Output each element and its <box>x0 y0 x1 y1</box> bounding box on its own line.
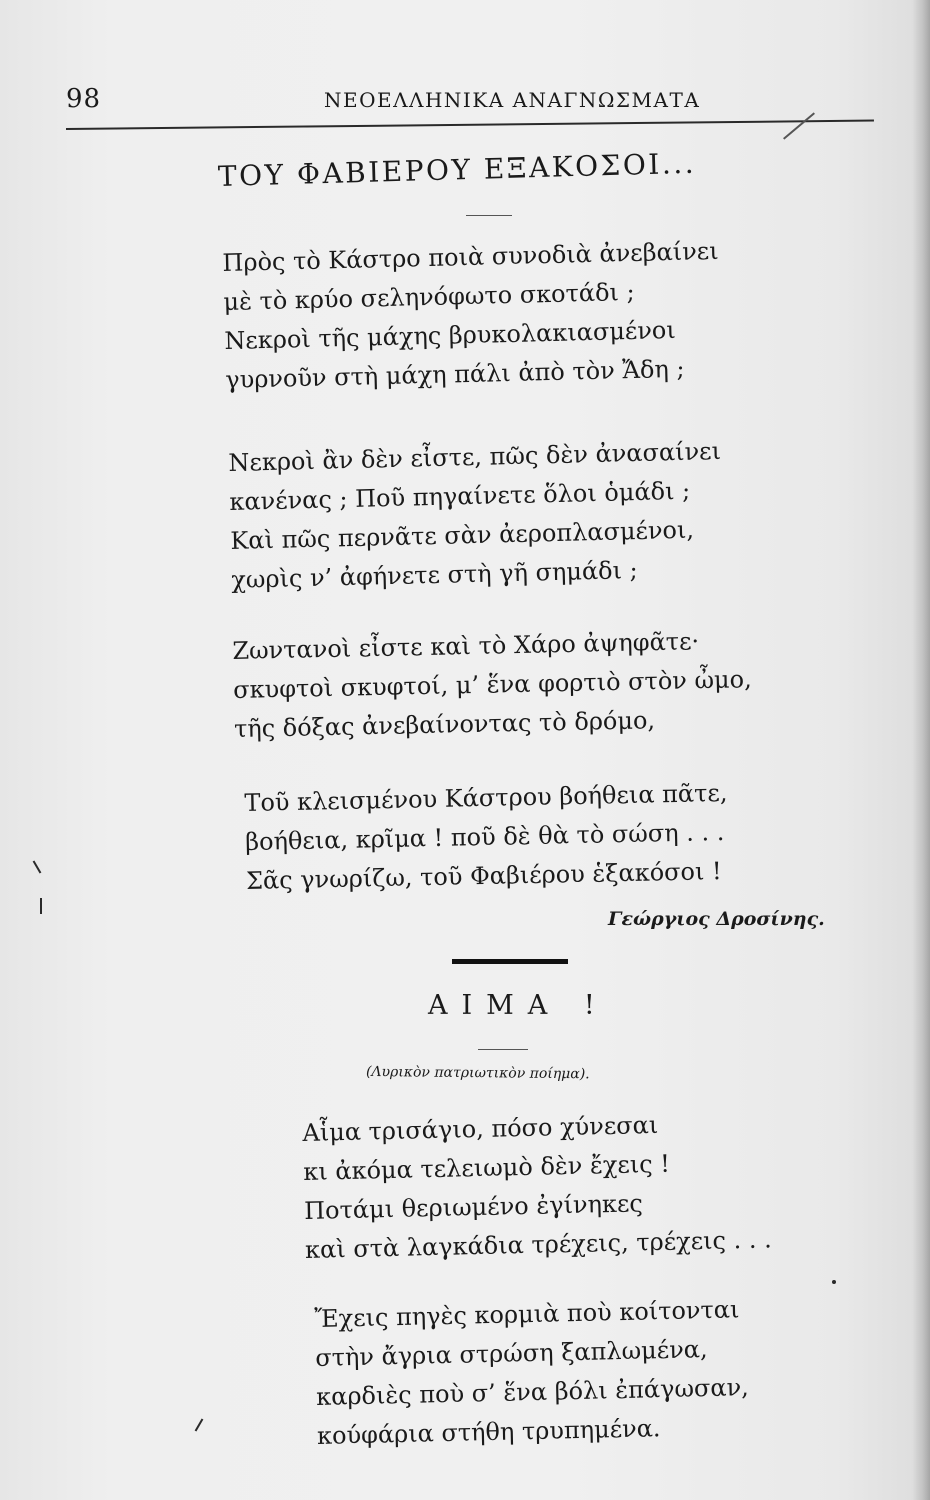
scan-mark <box>195 1418 204 1431</box>
page-header <box>66 82 876 122</box>
scan-mark <box>40 898 42 914</box>
verse-line: κούφάρια στήθη τρυπημένα. <box>316 1414 661 1450</box>
verse-line: Καὶ πῶς περνᾶτε σὰν ἀεροπλασμένοι, <box>230 515 695 555</box>
scan-mark <box>832 1280 836 1284</box>
verse-line: τῆς δόξας ἀνεβαίνοντας τὸ δρόμο, <box>233 706 656 743</box>
verse-line: Ἔχεις πηγὲς κορμιὰ ποὺ κοίτονται <box>314 1295 740 1333</box>
poem-title: ΤΟΥ ΦΑΒΙΕΡΟΥ ΕΞΑΚΟΣΟΙ... <box>217 146 697 193</box>
poem1-stanza-1 <box>222 232 722 400</box>
verse-line: βοήθεια, κρῖμα ! ποῦ δὲ θὰ τὸ σώση . . . <box>244 817 725 856</box>
poem-title: ΑΙΜΑ ! <box>428 990 609 1021</box>
verse-line: Ζωντανοὶ εἶστε καὶ τὸ Χάρο ἀψηφᾶτε· <box>232 627 700 665</box>
poem2-stanza-1 <box>302 1103 772 1270</box>
title-divider <box>466 215 512 216</box>
verse-line: Νεκροὶ τῆς μάχης βρυκολακιασμένοι <box>224 315 677 355</box>
poem-subtitle: (Λυρικὸν πατριωτικὸν ποίημα). <box>365 1064 590 1083</box>
running-title: ΝΕΟΕΛΛΗΝΙΚΑ ΑΝΑΓΝΩΣΜΑΤΑ <box>324 88 701 112</box>
verse-line: σκυφτοὶ σκυφτοί, μ’ ἕνα φορτιὸ στὸν ὦμο, <box>232 665 752 704</box>
verse-line: μὲ τὸ κρύο σεληνόφωτο σκοτάδι ; <box>223 277 635 316</box>
poem2-stanza-2 <box>314 1290 750 1456</box>
verse-line: γυρνοῦν στὴ μάχη πάλι ἀπὸ τὸν Ἄδη ; <box>224 354 685 394</box>
poem1-stanza-3 <box>232 621 753 749</box>
verse-line: Νεκροὶ ἂν δὲν εἶστε, πῶς δὲν ἀνασαίνει <box>228 436 722 477</box>
verse-line: στὴν ἄγρια στρώση ξαπλωμένα, <box>314 1335 708 1372</box>
verse-line: καρδιὲς ποὺ σ’ ἕνα βόλι ἐπάγωσαν, <box>315 1373 750 1411</box>
scan-mark <box>33 860 42 873</box>
verse-line: Τοῦ κλεισμένου Κάστρου βοήθεια πᾶτε, <box>244 778 728 817</box>
verse-line: κανένας ; Ποῦ πηγαίνετε ὅλοι ὁμάδι ; <box>229 476 691 516</box>
page-edge-shadow <box>912 0 930 1500</box>
verse-line: Ποτάμι θεριωμένο ἐγίνηκες <box>303 1189 644 1225</box>
section-divider <box>452 959 568 964</box>
verse-line: κι ἀκόμα τελειωμὸ δὲν ἔχεις ! <box>302 1149 671 1186</box>
verse-line: χωρὶς ν’ ἀφήνετε στὴ γῆ σημάδι ; <box>230 556 639 594</box>
page-number: 98 <box>66 84 102 114</box>
verse-line: Σᾶς γνωρίζω, τοῦ Φαβιέρου ἑξακόσοι ! <box>245 857 722 895</box>
title-divider <box>478 1049 528 1050</box>
verse-line: Πρὸς τὸ Κάστρο ποιὰ συνοδιὰ ἀνεβαίνει <box>222 236 719 277</box>
poem1-stanza-2 <box>228 432 724 600</box>
verse-line: Αἷμα τρισάγιο, πόσο χύνεσαι <box>302 1110 659 1147</box>
poem1-stanza-4 <box>244 774 729 901</box>
verse-line: καὶ στὰ λαγκάδια τρέχεις, τρέχεις . . . <box>304 1225 773 1264</box>
poem-author: Γεώργιος Δροσίνης. <box>608 908 825 930</box>
